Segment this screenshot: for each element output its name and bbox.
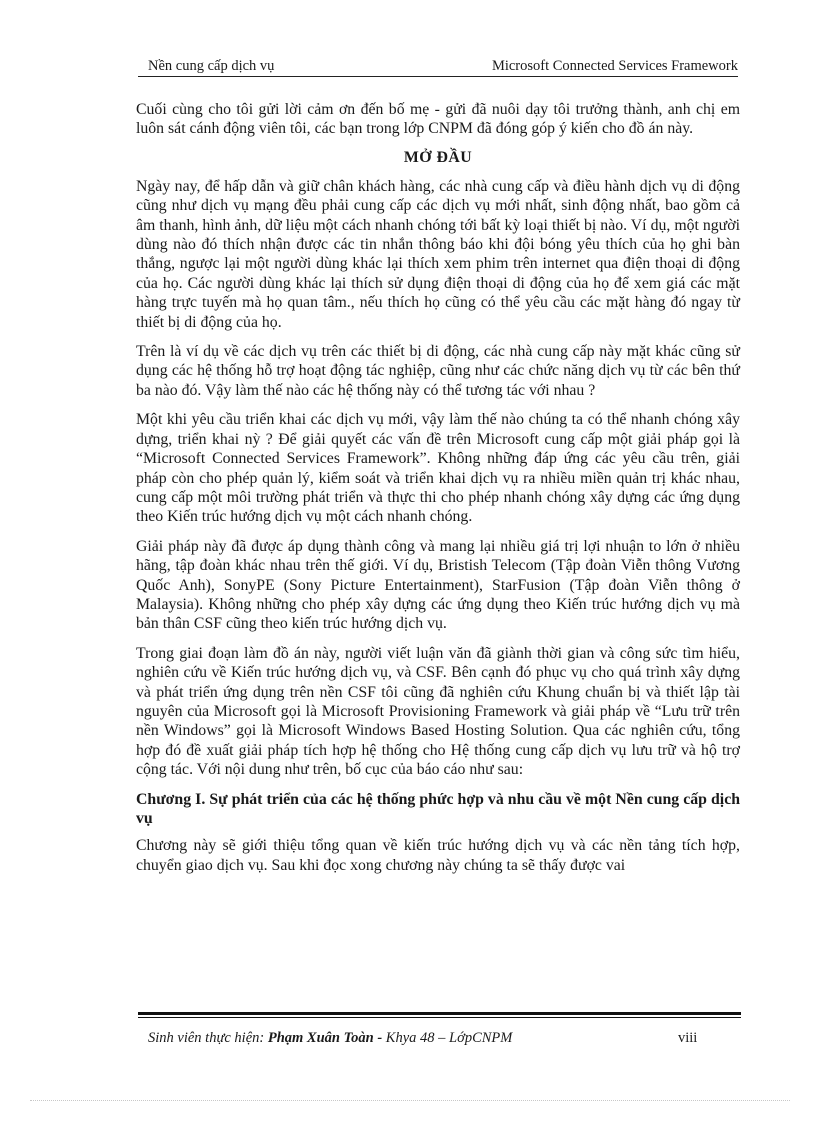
header-right-title: Microsoft Connected Services Framework: [491, 58, 738, 74]
page-footer: [148, 1030, 708, 1047]
page-header: [138, 58, 738, 78]
footer-rule-thick: [138, 1012, 741, 1015]
page-bottom-divider: [30, 1100, 790, 1101]
body-paragraph: Ngày nay, để hấp dẫn và giữ chân khách hàng, các nhà cung cấp và điều hành dịch vụ di động cũng như dịch vụ mạng đều phải cung cấp các dịch vụ mới nhất, sinh động nhất, bao gồm cả âm thanh, hình ảnh, dữ liệu một cách nhanh chóng tới bất kỳ loại thiết bị nào. Ví dụ, một người dùng nào đó thích nhận được các tin nhắn thông báo khi đội bóng yêu thích của họ ghi bàn thắng, ngược lại một người dùng khác lại thích xem phim trên internet qua điện thoại di động của họ. Các người dùng khác lại thích sử dụng điện thoại di động của họ để xem giá các mặt hàng trực tuyến mà họ quan tâm., nếu thích họ cũng có thể yêu cầu các mặt hàng đó ngay từ thiết bị di động của họ.: [136, 177, 740, 331]
body-paragraph: Giải pháp này đã được áp dụng thành công và mang lại nhiều giá trị lợi nhuận to lớn ở nhiều hãng, tập đoàn khác nhau trên thế giới. Ví dụ, Bristish Telecom (Tập đoàn Viễn thông Vương Quốc Anh), SonyPE (Sony Picture Entertainment), StarFusion (Tập đoàn Viễn thông ở Malaysia). Không những cho phép xây dựng các ứng dụng theo Kiến trúc hướng dịch vụ mà bản thân CSF cũng theo kiến trúc hướng dịch vụ.: [136, 537, 740, 633]
footer-class-info: Khya 48 – LớpCNPM: [385, 1030, 513, 1046]
footer-rule-thin: [138, 1017, 741, 1018]
header-rule: [138, 76, 738, 77]
header-left-title: Nền cung cấp dịch vụ: [148, 58, 275, 74]
page-body: [136, 100, 740, 885]
body-paragraph: Trong giai đoạn làm đồ án này, người viết luận văn đã giành thời gian và công sức tìm hiểu, nghiên cứu về Kiến trúc hướng dịch vụ, và CSF. Bên cạnh đó phục vụ cho quá trình xây dựng và phát triển ứng dụng trên nền CSF tôi cũng đã nghiên cứu Khung chuẩn bị và thiết lập tài nguyên của Microsoft gọi là Microsoft Provisioning Framework và giải pháp về “Lưu trữ trên nền Windows” gọi là Microsoft Windows Based Hosting Solution. Qua các nghiên cứu, tổng hợp đó đề xuất giải pháp tích hợp hệ thống cho Hệ thống cung cấp dịch vụ lưu trữ và hộ trợ cộng tác. Với nội dung như trên, bố cục của báo cáo như sau:: [136, 644, 740, 779]
chapter-paragraph: Chương này sẽ giới thiệu tổng quan về kiến trúc hướng dịch vụ và các nền tảng tích hợp, chuyển giao dịch vụ. Sau khi đọc xong chương này chúng ta sẽ thấy được vai: [136, 837, 740, 874]
section-heading: MỞ ĐẦU: [403, 148, 473, 166]
body-paragraph: Một khi yêu cầu triển khai các dịch vụ mới, vậy làm thế nào chúng ta có thể nhanh chóng xây dựng, triển khai nỳ ? Để giải quyết các vấn đề trên Microsoft cung cấp một giải pháp gọi là “Microsoft Connected Services Framework”. Không những đáp ứng các yêu cầu trên, giải pháp còn cho phép quản lý, kiểm soát và triển khai dịch vụ ra nhiều miền quản trị khác nhau, cung cấp một môi trường phát triển và thực thi cho phép nhanh chóng xây dựng các ứng dụng theo Kiến trúc hướng dịch vụ một cách nhanh chóng.: [136, 411, 740, 526]
footer-label: Sinh viên thực hiện:: [148, 1030, 265, 1046]
page-number: viii: [678, 1030, 698, 1046]
body-paragraph: Trên là ví dụ về các dịch vụ trên các thiết bị di động, các nhà cung cấp này mặt khác cũng sử dụng các hệ thống hỗ trợ hoạt động tác nghiệp, cũng như các chức năng dịch vụ từ các bên thứ ba nào đó. Vậy làm thế nào các hệ thống này có thể tương tác với nhau ?: [136, 343, 740, 399]
intro-paragraph: Cuối cùng cho tôi gửi lời cảm ơn đến bố mẹ - gửi đã nuôi dạy tôi trưởng thành, anh chị em luôn sát cánh động viên tôi, các bạn trong lớp CNPM đã đóng góp ý kiến cho đồ án này.: [136, 101, 740, 138]
chapter-heading: Chương I. Sự phát triển của các hệ thống phức hợp và nhu cầu về một Nền cung cấp dịch vụ: [136, 790, 740, 827]
footer-author-name: Phạm Xuân Toàn -: [267, 1030, 383, 1046]
